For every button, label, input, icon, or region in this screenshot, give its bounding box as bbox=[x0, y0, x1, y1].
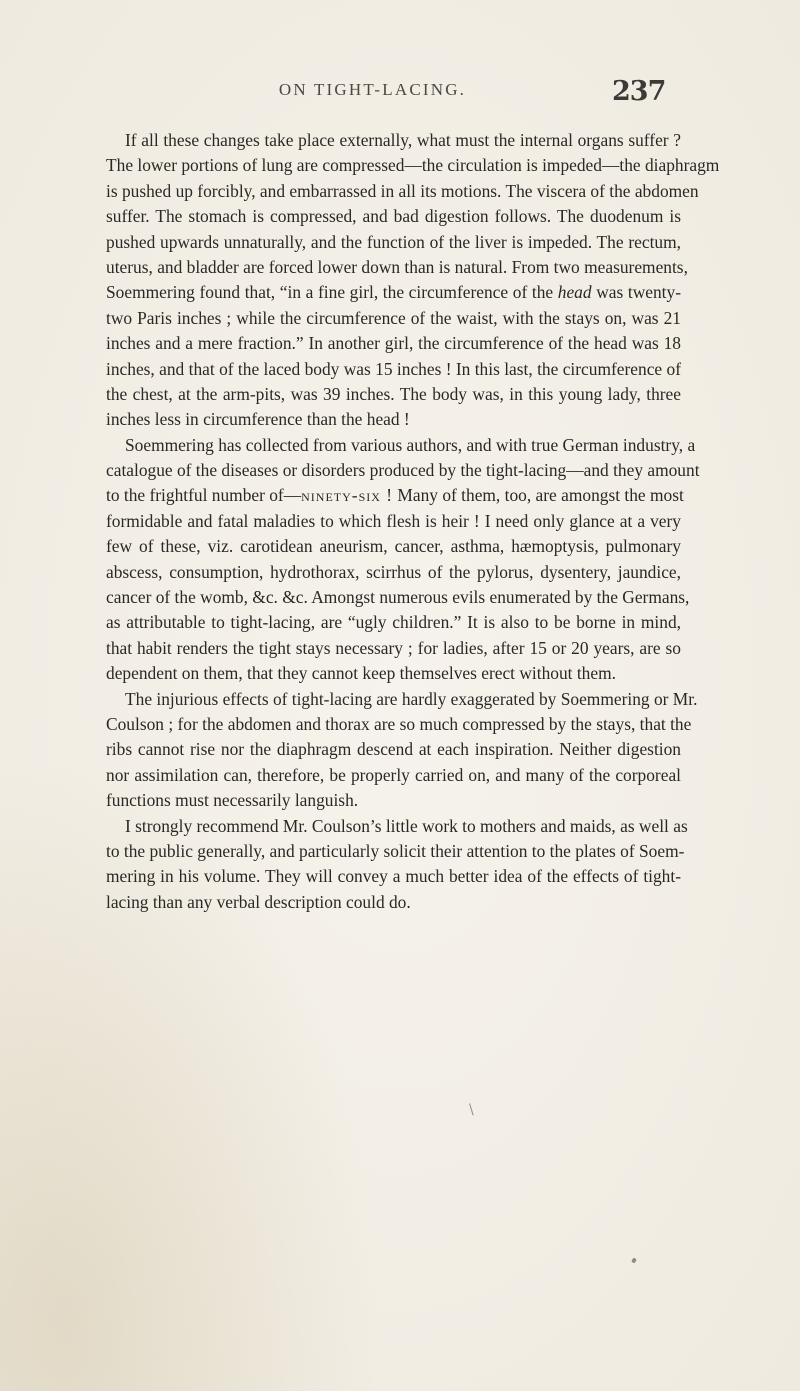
text-line: mering in his volume. They will convey a much better idea of the effects of tight- bbox=[106, 866, 681, 887]
text-line: two Paris inches ; while the circumference of the waist, with the stays on, was 21 bbox=[106, 307, 681, 328]
ink-speck bbox=[631, 1257, 637, 1263]
text-line: inches, and that of the laced body was 15 inches ! In this last, the circumference of bbox=[106, 358, 681, 379]
text-line: formidable and fatal maladies to which flesh is heir ! I need only glance at a very bbox=[106, 510, 681, 531]
text-line: The injurious effects of tight-lacing are hardly exaggerated by Soemmering or Mr. bbox=[125, 688, 698, 709]
text-fragment: Many of them, too, are amongst the most bbox=[397, 485, 684, 506]
stray-mark: \ bbox=[469, 1102, 474, 1118]
text-line: suffer. The stomach is compressed, and bad digestion follows. The duodenum is bbox=[106, 206, 681, 227]
text-line: pushed upwards unnaturally, and the function of the liver is impeded. The rectum, bbox=[106, 231, 681, 252]
running-title: ON TIGHT-LACING. bbox=[278, 80, 467, 99]
smallcaps-phrase: ninety-six ! bbox=[301, 485, 394, 506]
text-line: is pushed up forcibly, and embarrassed in all its motions. The viscera of the abdomen bbox=[106, 180, 699, 201]
paragraph-2 bbox=[0, 433, 800, 687]
text-line: Soemmering has collected from various authors, and with true German industry, a bbox=[125, 434, 696, 455]
text-line: dependent on them, that they cannot keep themselves erect without them. bbox=[106, 663, 616, 684]
text-line: I strongly recommend Mr. Coulson’s little work to mothers and maids, as well as bbox=[125, 815, 688, 836]
text-line: If all these changes take place externally, what must the internal organs suffer ? bbox=[125, 130, 681, 150]
text-line: uterus, and bladder are forced lower down than is natural. From two measurements, bbox=[106, 256, 688, 277]
paragraph-1 bbox=[0, 128, 800, 433]
text-line-mixed bbox=[106, 483, 684, 508]
text-line: inches less in circumference than the head ! bbox=[106, 409, 410, 430]
text-line: inches and a mere fraction.” In another girl, the circumference of the head was 18 bbox=[106, 333, 681, 354]
body-text bbox=[0, 128, 800, 915]
text-fragment: to the frightful number of— bbox=[106, 485, 302, 506]
text-line: abscess, consumption, hydrothorax, scirrhus of the pylorus, dysentery, jaundice, bbox=[106, 561, 681, 582]
text-line: functions must necessarily languish. bbox=[106, 790, 359, 811]
emphasis: head bbox=[557, 282, 592, 303]
text-line: as attributable to tight-lacing, are “ugly children.” It is also to be borne in mind, bbox=[106, 612, 681, 633]
text-line: the chest, at the arm-pits, was 39 inches. The body was, in this young lady, three bbox=[106, 383, 681, 404]
paragraph-4 bbox=[0, 814, 800, 916]
text-line: lacing than any verbal description could do. bbox=[106, 891, 411, 912]
text-line: The lower portions of lung are compressed—the circulation is impeded—the diaphragm bbox=[106, 155, 720, 176]
text-line: ribs cannot rise nor the diaphragm descend at each inspiration. Neither digestion bbox=[106, 739, 681, 760]
text-line: to the public generally, and particularly solicit their attention to the plates of Soem- bbox=[106, 840, 685, 861]
running-head bbox=[0, 76, 800, 116]
text-line: that habit renders the tight stays necessary ; for ladies, after 15 or 20 years, are so bbox=[106, 637, 681, 658]
page-number: 237 bbox=[612, 76, 666, 107]
text-line: cancer of the womb, &c. &c. Amongst numerous evils enumerated by the Germans, bbox=[106, 587, 690, 608]
text-line: catalogue of the diseases or disorders produced by the tight-lacing—and they amount bbox=[106, 460, 700, 481]
text-line: Coulson ; for the abdomen and thorax are so much compressed by the stays, that the bbox=[106, 713, 692, 734]
paragraph-3 bbox=[0, 687, 800, 814]
text-line: few of these, viz. carotidean aneurism, cancer, asthma, hæmoptysis, pulmonary bbox=[106, 536, 681, 557]
text-line: nor assimilation can, therefore, be properly carried on, and many of the corporeal bbox=[106, 764, 681, 785]
text-line: Soemmering found that, “in a fine girl, the circumference of the head was twenty- bbox=[106, 282, 681, 303]
